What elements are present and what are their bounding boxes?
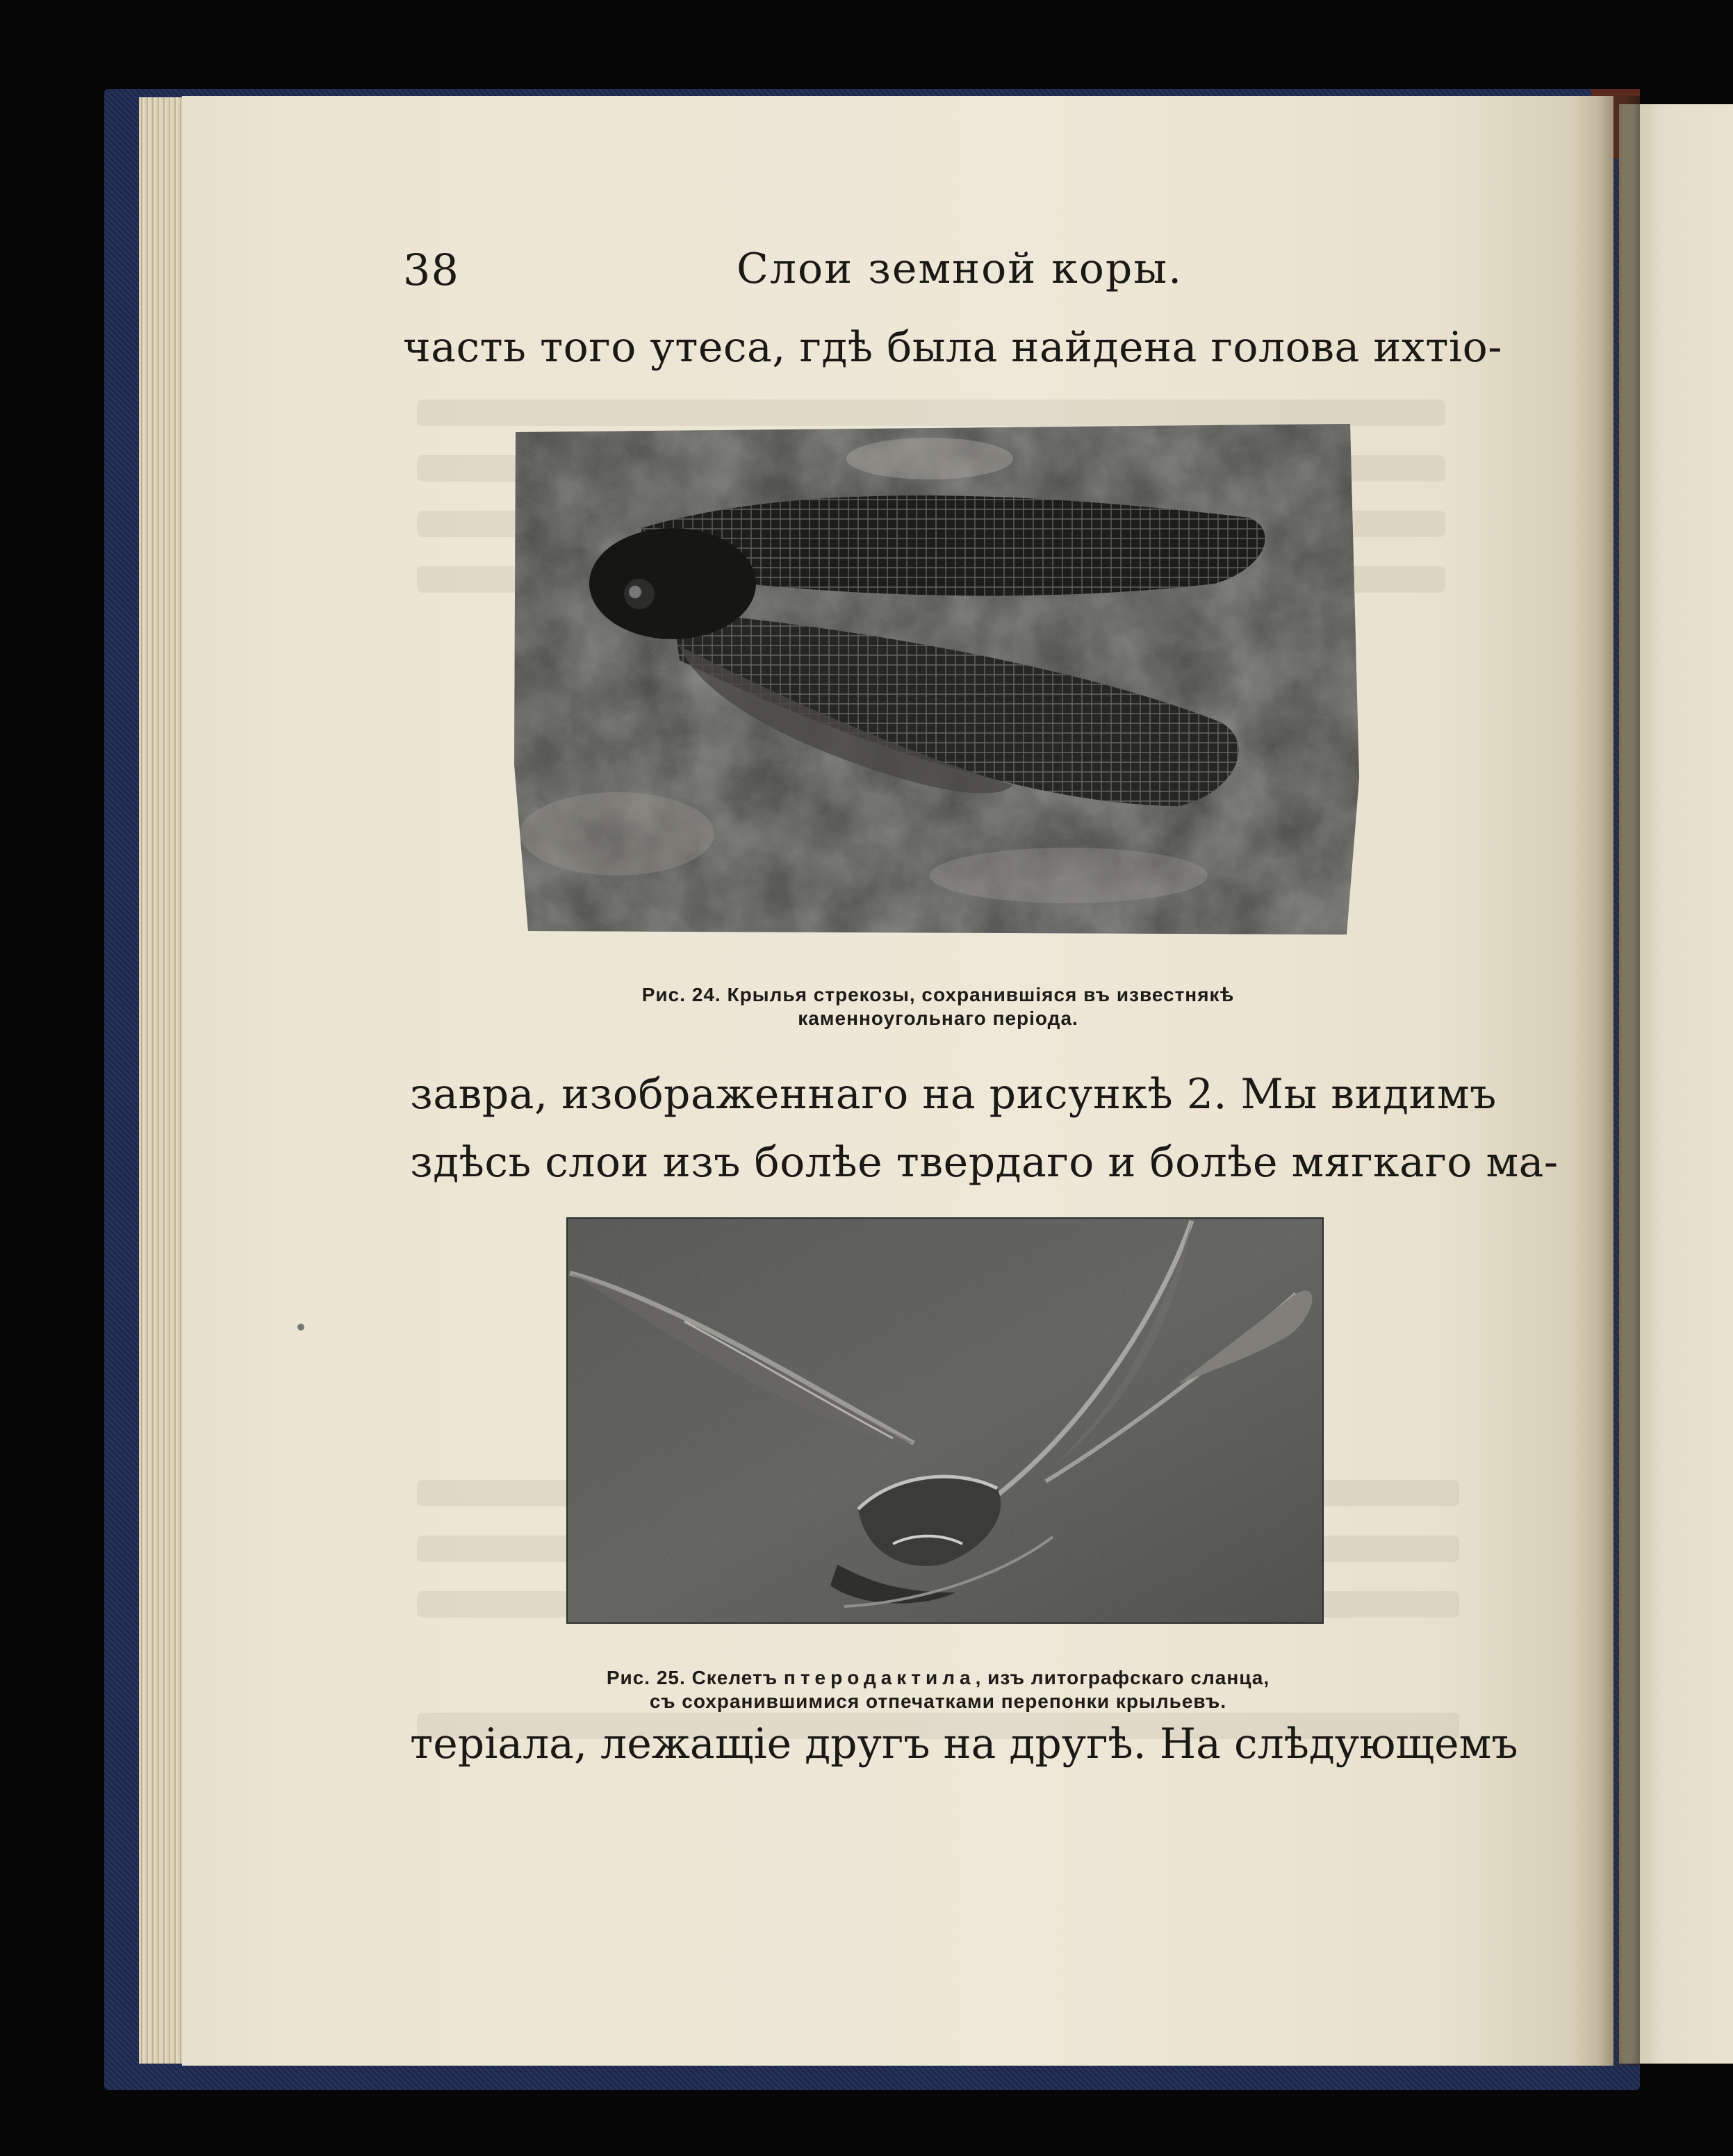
caption-line: Рис. 24. Крылья стрекозы, сохранившiяся въ известнякѣ: [641, 984, 1235, 1005]
fossil-pterodactyl-photo: [566, 1217, 1324, 1624]
caption-prefix: Рис. 25. Скелетъ: [606, 1667, 784, 1688]
caption-suffix: , изъ литографскаго сланца,: [975, 1667, 1270, 1688]
caption-spaced-term: птеродактила: [783, 1667, 976, 1688]
gutter-shadow: [1598, 96, 1640, 2066]
figure-24-caption: [528, 983, 1348, 1030]
figure-25-caption: [528, 1666, 1348, 1713]
body-line: здѣсь слои изъ болѣе твердаго и болѣе мягкаго ма-: [410, 1138, 1559, 1187]
body-line: часть того утеса, гдѣ была найдена голова ихтiо-: [403, 323, 1502, 372]
dust-mark: [297, 1324, 304, 1331]
fossil-dragonfly-photo: [513, 417, 1361, 941]
caption-line: каменноугольнаго перiода.: [798, 1007, 1078, 1029]
caption-line: [528, 1666, 1348, 1690]
body-line: терiала, лежащiе другъ на другѣ. На слѣдующемъ: [410, 1720, 1518, 1768]
page-number: 38: [403, 245, 459, 295]
page-block-edges: [139, 97, 188, 2064]
running-title: Слои земной коры.: [737, 245, 1183, 293]
caption-line: съ сохранившимися отпечатками перепонки крыльевъ.: [649, 1690, 1227, 1712]
body-line: завра, изображеннаго на рисункѣ 2. Мы видимъ: [410, 1070, 1497, 1119]
